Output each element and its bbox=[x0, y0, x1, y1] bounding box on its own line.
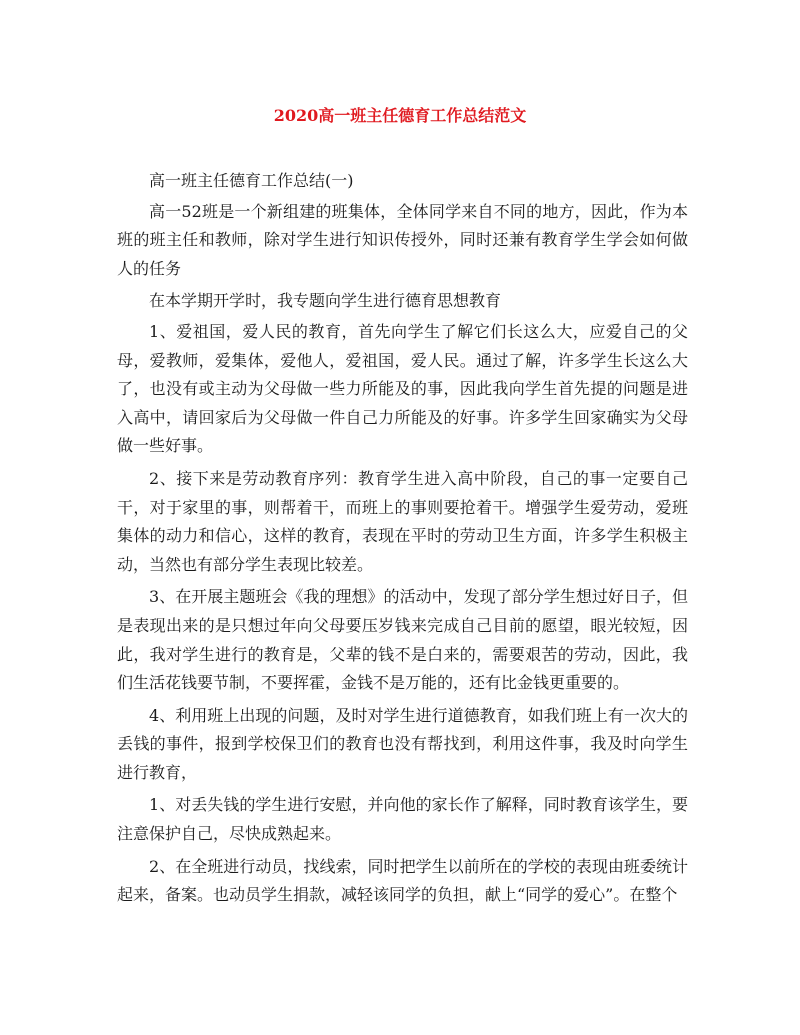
section-heading: 高一班主任德育工作总结(一) bbox=[149, 171, 354, 190]
paragraph: 在本学期开学时，我专题向学生进行德育思想教育 bbox=[149, 291, 502, 311]
document-body bbox=[117, 167, 688, 914]
paragraph: 3、在开展主题班会《我的理想》的活动中，发现了部分学生想过好日子，但是表现出来的是只想过年向父母要压岁钱来完成自己目前的愿望，眼光较短，因此，我对学生进行的教育是，父辈的钱不是白来的，需要艰苦的劳动，因此，我们生活花钱要节制，不要挥霍，金钱不是万能的，还有比金钱更重要的。 bbox=[117, 587, 688, 693]
paragraph: 2、在全班进行动员，找线索，同时把学生以前所在的学校的表现由班委统计起来，备案。也动员学生捐款，减轻该同学的负担，献上“同学的爱心”。在整个 bbox=[117, 856, 688, 905]
paragraph: 1、爱祖国，爱人民的教育，首先向学生了解它们长这么大，应爱自己的父母，爱教师，爱集体，爱他人，爱祖国，爱人民。通过了解，许多学生长这么大了，也没有或主动为父母做一些力所能及的事，因此我向学生首先提的问题是进入高中，请回家后为父母做一件自己力所能及的好事。许多学生回家确实为父母做一些好事。 bbox=[117, 321, 688, 456]
paragraph: 4、利用班上出现的问题，及时对学生进行道德教育，如我们班上有一次大的丢钱的事件，报到学校保卫们的教育也没有帮找到，利用这件事，我及时向学生进行教育， bbox=[117, 705, 688, 782]
paragraph: 高一52班是一个新组建的班集体，全体同学来自不同的地方，因此，作为本班的班主任和教师，除对学生进行知识传授外，同时还兼有教育学生学会如何做人的任务 bbox=[117, 201, 688, 278]
paragraph: 1、对丢失钱的学生进行安慰，并向他的家长作了解释，同时教育该学生，要注意保护自己，尽快成熟起来。 bbox=[117, 795, 688, 844]
document-title: 2020高一班主任德育工作总结范文 bbox=[273, 106, 527, 125]
paragraph: 2、接下来是劳动教育序列：教育学生进入高中阶段，自己的事一定要自己干，对于家里的事，则帮着干，而班上的事则要抢着干。增强学生爱劳动，爱班集体的动力和信心，这样的教育，表现在平时的劳动卫生方面，许多学生积极主动，当然也有部分学生表现比较差。 bbox=[117, 468, 688, 574]
